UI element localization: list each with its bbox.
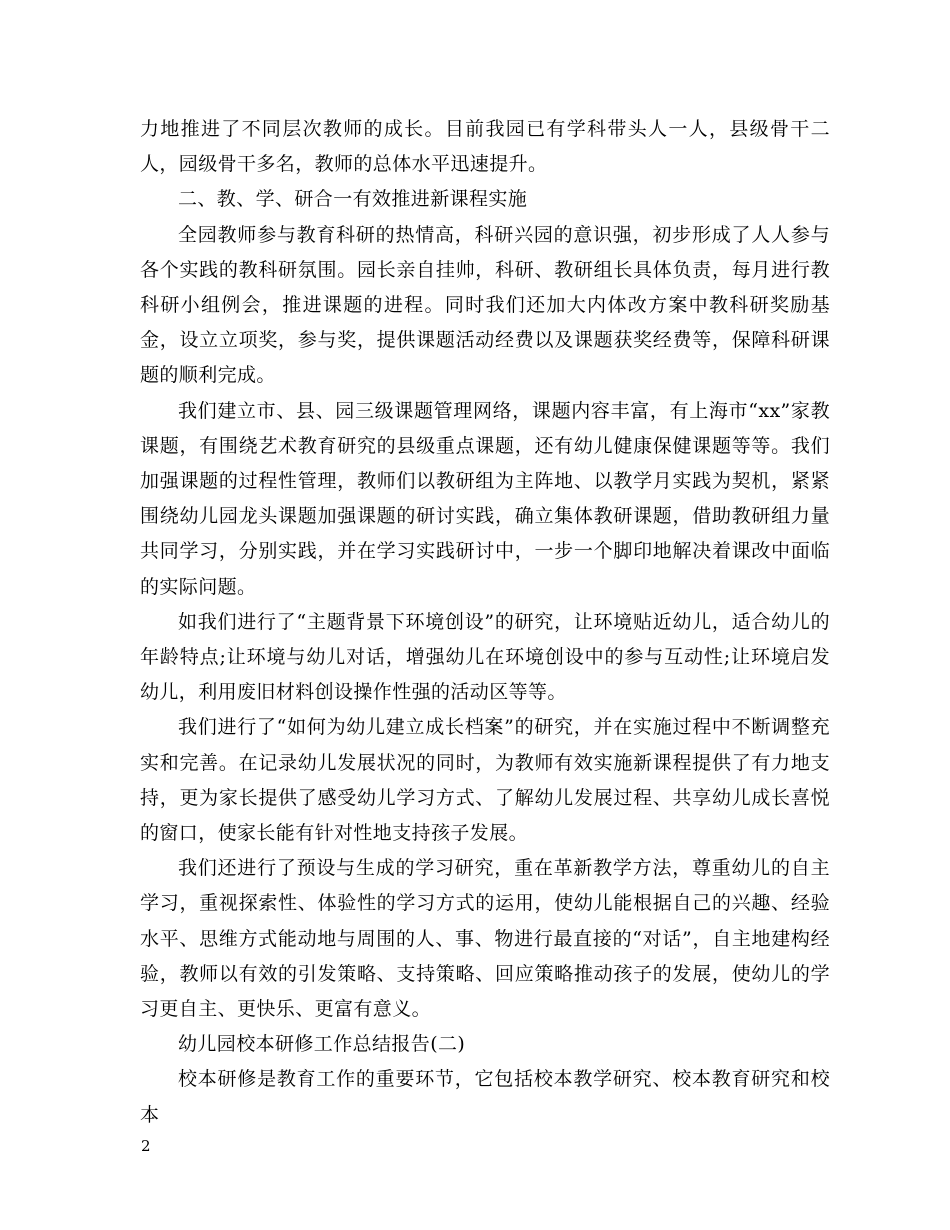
report-title: 幼儿园校本研修工作总结报告(二) — [178, 1033, 466, 1056]
paragraph: 我们进行了“如何为幼儿建立成长档案”的研究，并在实施过程中不断调整充实和完善。在记录幼儿发展状况的同时，为教师有效实施新课程提供了有力地支持，更为家长提供了感受幼儿学习方式、了解幼儿发展过程、共享幼儿成长喜悦的窗口，使家长能有针对性地支持孩子发展。 — [140, 716, 830, 845]
paragraph: 校本研修是教育工作的重要环节，它包括校本教学研究、校本教育研究和校本 — [140, 1068, 830, 1126]
paragraph: 全园教师参与教育科研的热情高，科研兴园的意识强，初步形成了人人参与各个实践的教科研氛围。园长亲自挂帅，科研、教研组长具体负责，每月进行教科研小组例会，推进课题的进程。同时我们还加大内体改方案中教科研奖励基金，设立立项奖，参与奖，提供课题活动经费以及课题获奖经费等，保障科研课题的顺利完成。 — [140, 223, 830, 387]
document-body — [140, 112, 830, 1133]
paragraph: 我们还进行了预设与生成的学习研究，重在革新教学方法，尊重幼儿的自主学习，重视探索性、体验性的学习方式的运用，使幼儿能根据自己的兴趣、经验水平、思维方式能动地与周围的人、事、物进行最直接的“对话”，自主地建构经验，教师以有效的引发策略、支持策略、回应策略推动孩子的发展，使幼儿的学习更自主、更快乐、更富有意义。 — [140, 857, 830, 1021]
paragraph: 我们建立市、县、园三级课题管理网络，课题内容丰富，有上海市“xx”家教课题，有围绕艺术教育研究的县级重点课题，还有幼儿健康保健课题等等。我们加强课题的过程性管理，教师们以教研组为主阵地、以教学月实践为契机，紧紧围绕幼儿园龙头课题加强课题的研讨实践，确立集体教研课题，借助教研组力量共同学习，分别实践，并在学习实践研讨中，一步一个脚印地解决着课改中面临的实际问题。 — [140, 399, 830, 598]
section-heading: 二、教、学、研合一有效推进新课程实施 — [178, 188, 528, 211]
paragraph-continuation: 力地推进了不同层次教师的成长。目前我园已有学科带头人一人，县级骨干二人，园级骨干多名，教师的总体水平迅速提升。 — [140, 118, 830, 176]
paragraph: 如我们进行了“主题背景下环境创设”的研究，让环境贴近幼儿，适合幼儿的年龄特点;让环境与幼儿对话，增强幼儿在环境创设中的参与互动性;让环境启发幼儿，利用废旧材料创设操作性强的活动区等等。 — [140, 610, 830, 704]
page-number: 2 — [141, 1137, 151, 1155]
